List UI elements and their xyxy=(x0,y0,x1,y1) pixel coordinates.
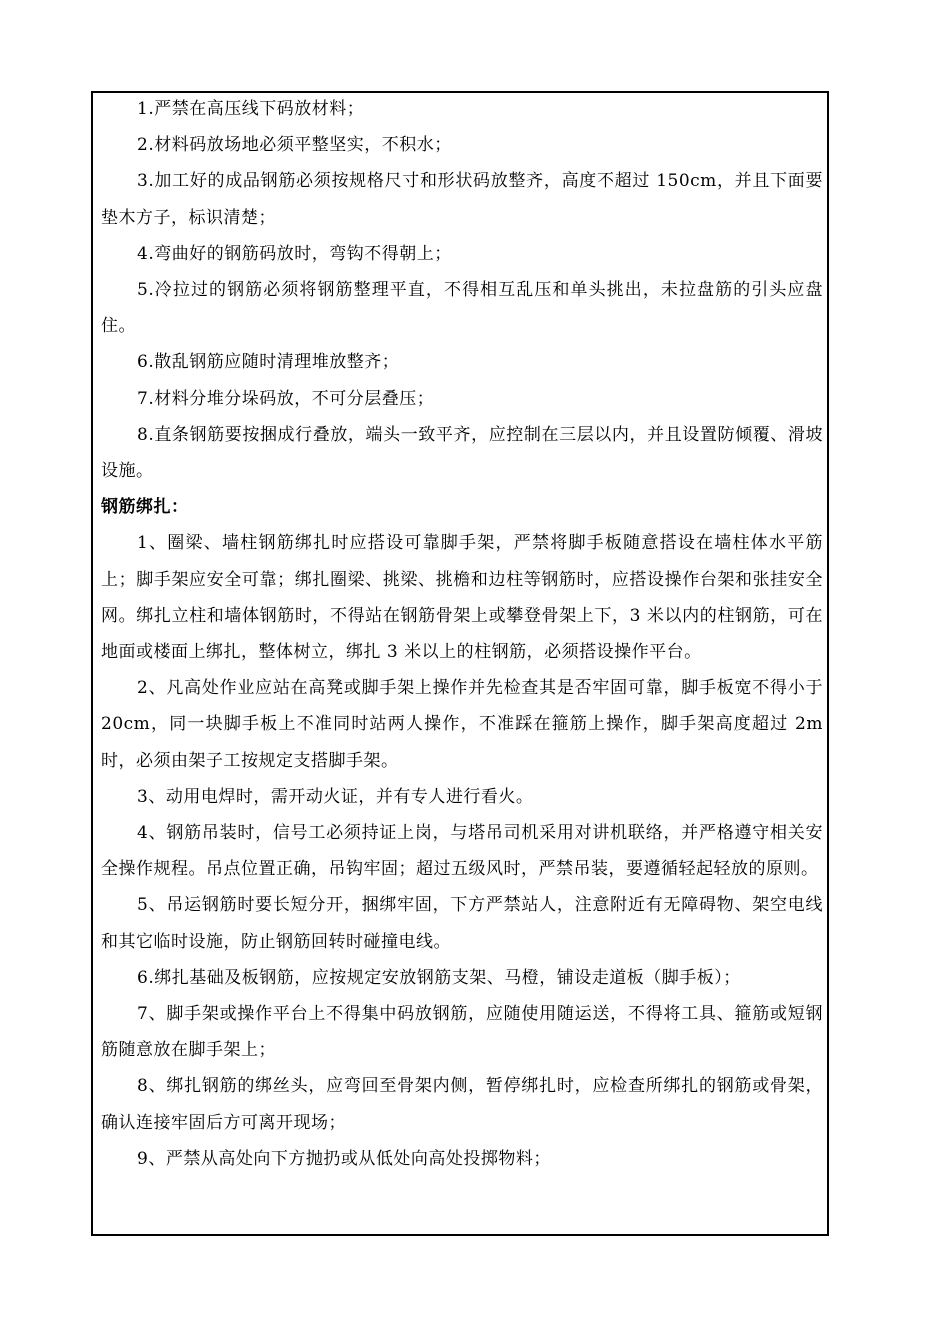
document-body xyxy=(101,91,823,1177)
binding-item: 5、吊运钢筋时要长短分开，捆绑牢固，下方严禁站人，注意附近有无障碍物、架空电线和其它临时设施，防止钢筋回转时碰撞电线。 xyxy=(101,895,823,952)
section-heading-binding: 钢筋绑扎： xyxy=(101,497,189,518)
binding-item: 6.绑扎基础及板钢筋，应按规定安放钢筋支架、马橙，铺设走道板（脚手板）； xyxy=(137,967,741,988)
binding-item: 7、脚手架或操作平台上不得集中码放钢筋，应随使用随运送，不得将工具、箍筋或短钢筋随意放在脚手架上； xyxy=(101,1004,823,1061)
storage-item: 3.加工好的成品钢筋必须按规格尺寸和形状码放整齐，高度不超过 150cm，并且下面要垫木方子，标识清楚； xyxy=(101,171,823,228)
storage-item: 1.严禁在高压线下码放材料； xyxy=(137,99,365,119)
binding-item: 8、绑扎钢筋的绑丝头，应弯回至骨架内侧，暂停绑扎时，应检查所绑扎的钢筋或骨架，确认连接牢固后方可离开现场； xyxy=(101,1076,823,1133)
storage-item: 5.冷拉过的钢筋必须将钢筋整理平直，不得相互乱压和单头挑出，未拉盘筋的引头应盘住。 xyxy=(101,280,823,337)
binding-item: 9、严禁从高处向下方抛扔或从低处向高处投掷物料； xyxy=(137,1148,551,1169)
binding-item: 1、圈梁、墙柱钢筋绑扎时应搭设可靠脚手架，严禁将脚手板随意搭设在墙柱体水平筋上；脚手架应安全可靠；绑扎圈梁、挑梁、挑檐和边柱等钢筋时，应搭设操作台架和张挂安全网。绑扎立柱和墙体钢筋时，不得站在钢筋骨架上或攀登骨架上下，3 米以内的柱钢筋，可在地面或楼面上绑扎，整体树立，绑扎 3 米以上的柱钢筋，必须搭设操作平台。 xyxy=(101,533,823,663)
binding-item: 3、动用电焊时，需开动火证，并有专人进行看火。 xyxy=(137,786,534,807)
storage-item: 2.材料码放场地必须平整坚实，不积水； xyxy=(137,135,452,156)
binding-item: 2、凡高处作业应站在高凳或脚手架上操作并先检查其是否牢固可靠，脚手板宽不得小于 20cm，同一块脚手板上不准同时站两人操作，不准踩在箍筋上操作，脚手架高度超过 2m 时，必须由架子工按规定支搭脚手架。 xyxy=(101,678,823,771)
storage-item: 8.直条钢筋要按捆成行叠放，端头一致平齐，应控制在三层以内，并且设置防倾覆、滑坡设施。 xyxy=(101,424,823,482)
storage-item: 4.弯曲好的钢筋码放时，弯钩不得朝上； xyxy=(137,243,452,264)
binding-item: 4、钢筋吊装时，信号工必须持证上岗，与塔吊司机采用对讲机联络，并严格遵守相关安全操作规程。吊点位置正确，吊钩牢固；超过五级风时，严禁吊装，要遵循轻起轻放的原则。 xyxy=(101,823,823,880)
storage-item: 7.材料分堆分垛码放，不可分层叠压； xyxy=(137,388,435,409)
storage-item: 6.散乱钢筋应随时清理堆放整齐； xyxy=(137,352,400,373)
